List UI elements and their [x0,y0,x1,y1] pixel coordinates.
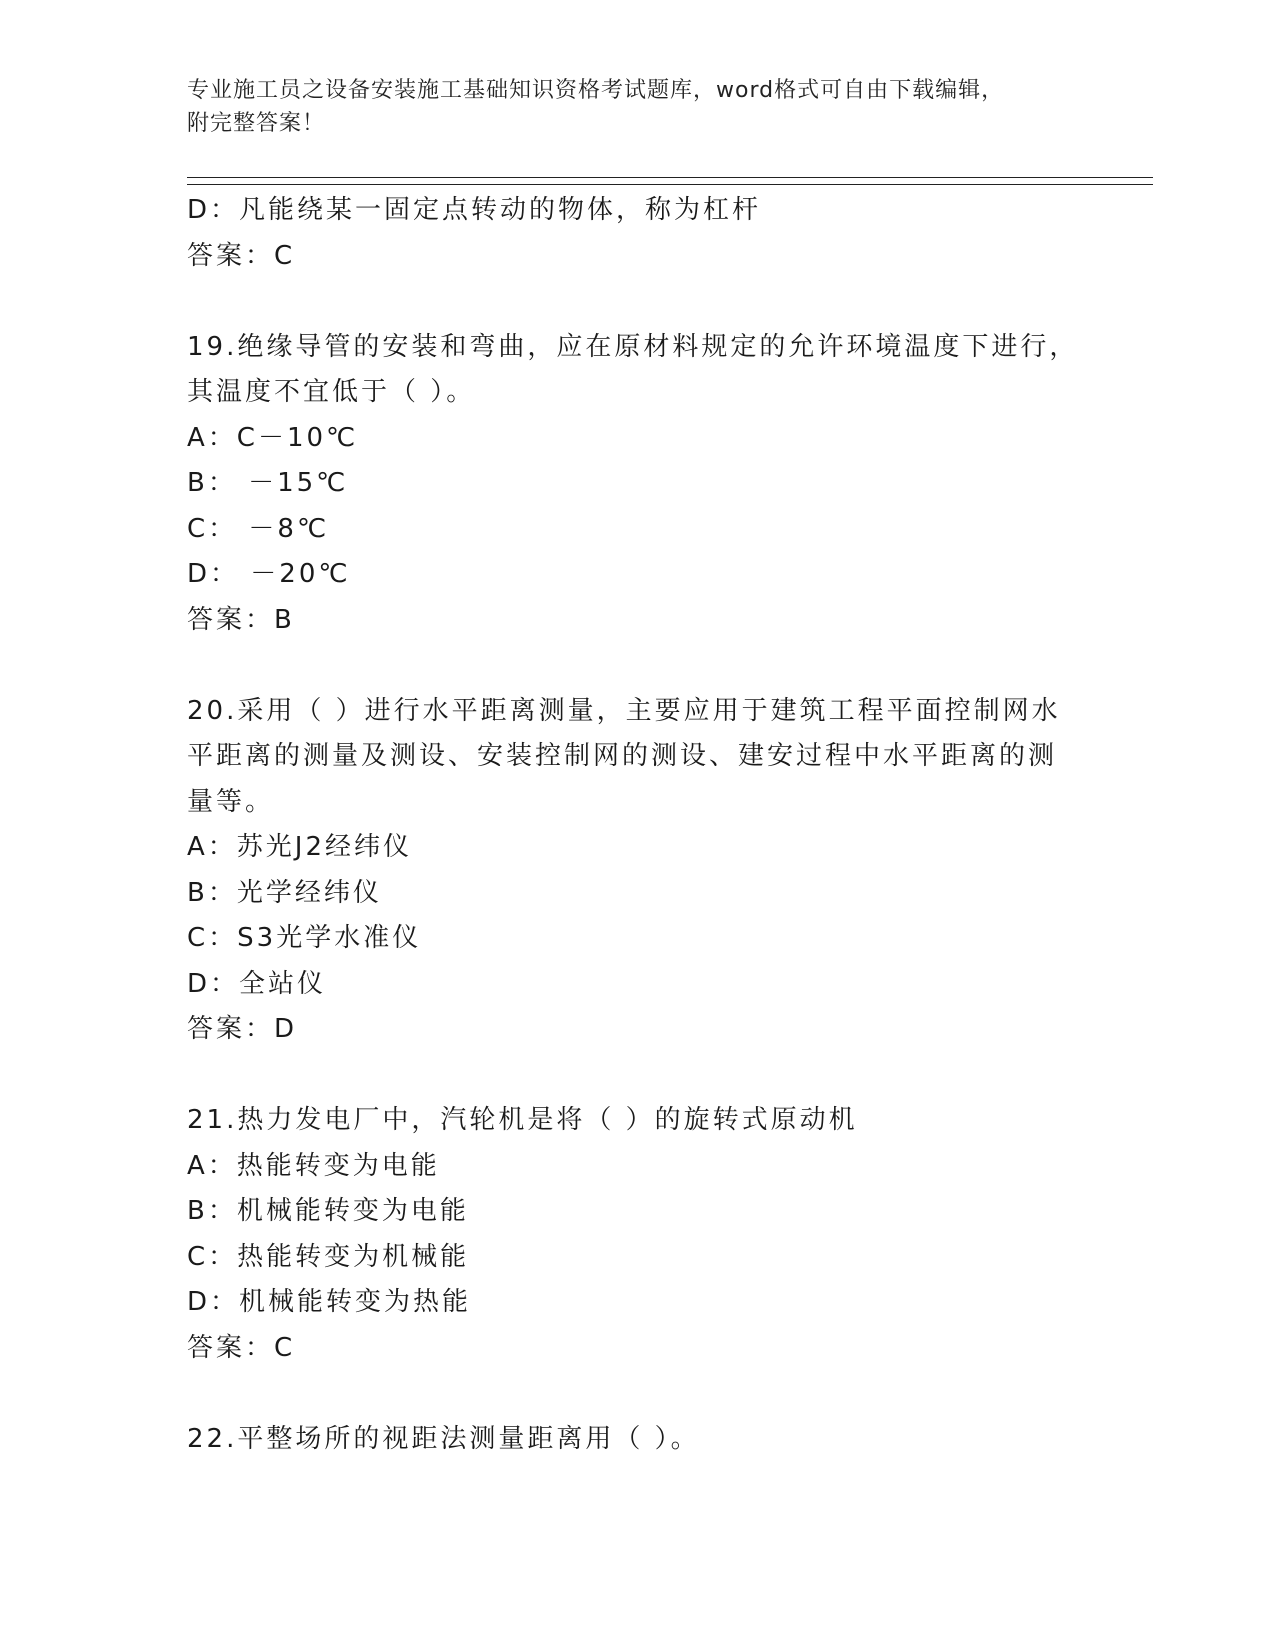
option-c: C：热能转变为机械能 [187,1241,470,1272]
option-c: C：S3光学水准仪 [187,923,422,953]
spacer [187,1053,1067,1099]
spacer [187,1371,1067,1417]
question-list [187,188,1079,1462]
header-line-1: 专业施工员之设备安装施工基础知识资格考试题库，word格式可自由下载编辑， [187,78,1005,103]
question-stem-line: 22.平整场所的视距法测量距离用（ ）。 [187,1423,700,1454]
question-stem-line: 21.热力发电厂中，汽轮机是将（ ）的旋转式原动机 [187,1105,858,1135]
option-a: A：C－10℃ [187,422,359,453]
question-18-tail [187,188,1067,279]
option-a: A：苏光J2经纬仪 [187,832,412,862]
header-double-rule [187,177,1153,185]
header-line-2: 附完整答案！ [187,111,326,136]
option-d: D：全站仪 [187,968,327,999]
question-20 [187,689,1067,1053]
option-c: C： －8℃ [187,513,330,544]
option-d: D： －20℃ [187,559,351,589]
option-d: D：凡能绕某一固定点转动的物体，称为杠杆 [187,195,762,225]
option-b: B： －15℃ [187,468,349,498]
answer-line: 答案：B [187,604,295,635]
question-stem-line: 20.采用（ ）进行水平距离测量，主要应用于建筑工程平面控制网水 [187,695,1061,726]
answer-line: 答案：C [187,240,296,271]
option-d: D：机械能转变为热能 [187,1287,472,1317]
answer-line: 答案：C [187,1332,296,1363]
spacer [187,643,1067,689]
document-header [187,74,1087,140]
question-stem-line: 19.绝缘导管的安装和弯曲，应在原材料规定的允许环境温度下进行， [187,331,1079,362]
question-stem-line: 其温度不宜低于（ ）。 [187,377,476,407]
question-stem-line: 量等。 [187,786,275,817]
option-b: B：光学经纬仪 [187,877,382,908]
question-stem-line: 平距离的测量及测设、安装控制网的测设、建安过程中水平距离的测 [187,741,1058,771]
option-a: A：热能转变为电能 [187,1150,440,1181]
question-19 [187,325,1079,644]
spacer [187,279,1067,325]
question-22 [187,1417,1067,1463]
question-21 [187,1098,1067,1371]
answer-line: 答案：D [187,1014,298,1044]
option-b: B：机械能转变为电能 [187,1196,469,1226]
